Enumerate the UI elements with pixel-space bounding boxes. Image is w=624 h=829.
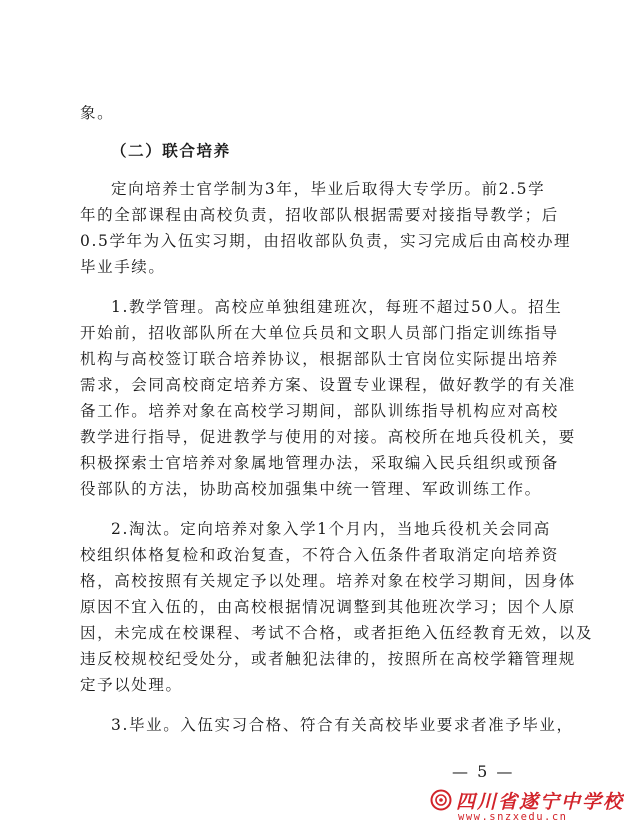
paragraph-line: 象。 bbox=[80, 104, 115, 122]
school-watermark bbox=[430, 787, 624, 825]
paragraph-line: 原因不宜入伍的，由高校根据情况调整到其他班次学习；因个人原 bbox=[80, 598, 576, 616]
paragraph-line: 役部队的方法，协助高校加强集中统一管理、军政训练工作。 bbox=[80, 480, 542, 498]
watermark-title: 四川省遂宁中学校 bbox=[456, 791, 624, 813]
paragraph-line: 教学进行指导，促进教学与使用的对接。高校所在地兵役机关，要 bbox=[80, 428, 576, 446]
paragraph-line: 备工作。培养对象在高校学习期间，部队训练指导机构应对高校 bbox=[80, 402, 559, 420]
paragraph-line: 0.5学年为入伍实习期，由招收部队负责，实习完成后由高校办理 bbox=[80, 232, 572, 250]
paragraph-line: 校组织体格复检和政治复查，不符合入伍条件者取消定向培养资 bbox=[80, 546, 559, 564]
paragraph-line: 违反校规校纪受处分，或者触犯法律的，按照所在高校学籍管理规 bbox=[80, 650, 576, 668]
paragraph-line: 2.淘汰。定向培养对象入学1个月内，当地兵役机关会同高 bbox=[111, 520, 551, 538]
paragraph-line: 定予以处理。 bbox=[80, 676, 183, 694]
paragraph-line: 毕业手续。 bbox=[80, 258, 166, 276]
page-number: — 5 — bbox=[452, 762, 515, 781]
paragraph-line: 1.教学管理。高校应单独组建班次，每班不超过50人。招生 bbox=[111, 298, 563, 316]
section-heading: （二）联合培养 bbox=[111, 141, 231, 160]
watermark-url: www.snzxedu.cn bbox=[458, 811, 568, 823]
paragraph-line: 需求，会同高校商定培养方案、设置专业课程，做好教学的有关准 bbox=[80, 376, 576, 394]
paragraph-line: 定向培养士官学制为3年，毕业后取得大专学历。前2.5学 bbox=[111, 180, 546, 198]
paragraph-line: 年的全部课程由高校负责，招收部队根据需要对接指导教学；后 bbox=[80, 206, 559, 224]
school-emblem-icon bbox=[430, 789, 452, 811]
paragraph-line: 机构与高校签订联合培养协议，根据部队士官岗位实际提出培养 bbox=[80, 350, 559, 368]
paragraph-line: 因，未完成在校课程、考试不合格，或者拒绝入伍经教育无效，以及 bbox=[80, 624, 594, 642]
paragraph-line: 格，高校按照有关规定予以处理。培养对象在校学习期间，因身体 bbox=[80, 572, 576, 590]
paragraph-line: 开始前，招收部队所在大单位兵员和文职人员部门指定训练指导 bbox=[80, 324, 559, 342]
paragraph-line: 3.毕业。入伍实习合格、符合有关高校毕业要求者准予毕业， bbox=[111, 716, 574, 734]
paragraph-line: 积极探索士官培养对象属地管理办法，采取编入民兵组织或预备 bbox=[80, 454, 559, 472]
